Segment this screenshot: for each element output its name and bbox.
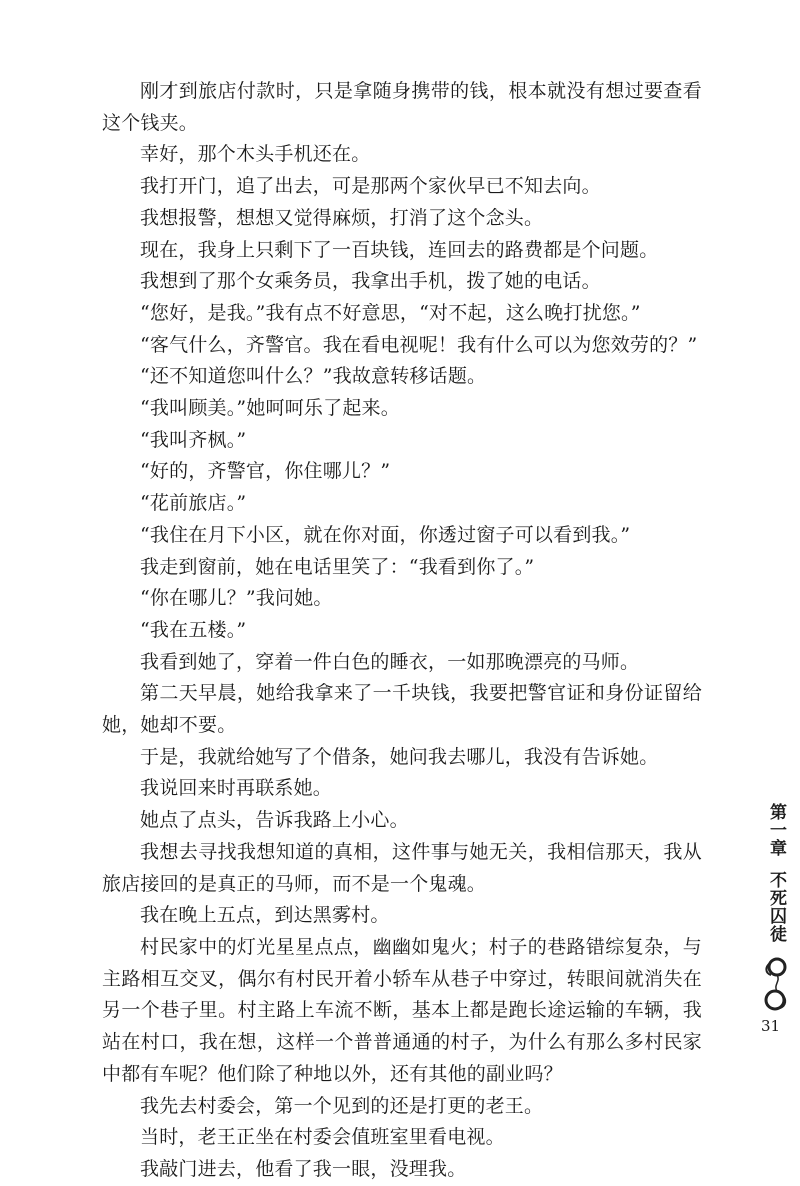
paragraph: 刚才到旅店付款时，只是拿随身携带的钱，根本就没有想过要查看这个钱夹。: [102, 80, 702, 134]
handcuffs-icon: [761, 953, 791, 1015]
paragraph: “客气什么，齐警官。我在看电视呢！我有什么可以为您效劳的？”: [140, 333, 698, 356]
chapter-label: 第一章: [766, 803, 786, 857]
paragraph: 我先去村委会，第一个见到的还是打更的老王。: [140, 1094, 544, 1117]
page-number: 31: [761, 1017, 781, 1035]
paragraph: 我打开门，追了出去，可是那两个家伙早已不知去向。: [140, 175, 601, 198]
paragraph: 她点了点头，告诉我路上小心。: [140, 809, 409, 832]
paragraph: 第二天早晨，她给我拿来了一千块钱，我要把警官证和身份证留给她，她却不要。: [102, 682, 702, 737]
paragraph: 我在晚上五点，到达黑雾村。: [140, 904, 390, 927]
paragraph: 我说回来时再联系她。: [140, 777, 333, 800]
paragraph: “还不知道您叫什么？”我故意转移话题。: [140, 365, 487, 388]
paragraph: 我看到她了，穿着一件白色的睡衣，一如那晚漂亮的马师。: [140, 650, 640, 673]
paragraph: 幸好，那个木头手机还在。: [140, 143, 371, 166]
paragraph: 当时，老王正坐在村委会值班室里看电视。: [140, 1126, 505, 1149]
chapter-title: 不死囚徒: [766, 871, 786, 943]
paragraph: 我走到窗前，她在电话里笑了：“我看到你了。”: [140, 555, 535, 578]
paragraph: 我敲门进去，他看了我一眼，没理我。: [140, 1157, 467, 1180]
paragraph: 于是，我就给她写了个借条，她问我去哪儿，我没有告诉她。: [140, 745, 659, 768]
body-text: [102, 76, 702, 1186]
paragraph: 我想到了那个女乘务员，我拿出手机，拨了她的电话。: [140, 270, 601, 293]
paragraph: “好的，齐警官，你住哪儿？”: [140, 460, 391, 483]
paragraph: “我叫齐枫。”: [140, 428, 247, 451]
paragraph: 我想去寻找我想知道的真相，这件事与她无关，我相信那天，我从旅店接回的是真正的马师，而不是一个鬼魂。: [102, 840, 702, 895]
paragraph: “你在哪儿？”我问她。: [140, 587, 333, 610]
paragraph: “您好，是我。”我有点不好意思，“对不起，这么晚打扰您。”: [140, 301, 641, 324]
paragraph: 现在，我身上只剩下了一百块钱，连回去的路费都是个问题。: [140, 238, 659, 261]
chapter-side-tab: [752, 803, 800, 1015]
paragraph: 我想报警，想想又觉得麻烦，打消了这个念头。: [140, 206, 544, 229]
paragraph: “我住在月下小区，就在你对面，你透过窗子可以看到我。”: [140, 523, 631, 546]
paragraph: “花前旅店。”: [140, 492, 247, 515]
paragraph: “我叫顾美。”她呵呵乐了起来。: [140, 397, 400, 420]
paragraph: 村民家中的灯光星星点点，幽幽如鬼火；村子的巷路错综复杂，与主路相互交叉，偶尔有村民开着小轿车从巷子中穿过，转眼间就消失在另一个巷子里。村主路上车流不断，基本上都是跑长途运输的车辆，我站在村口，我在想，这样一个普普通通的村子，为什么有那么多村民家中都有车呢？他们除了种地以外，还有其他的副业吗？: [102, 935, 702, 1085]
paragraph: “我在五楼。”: [140, 618, 247, 641]
